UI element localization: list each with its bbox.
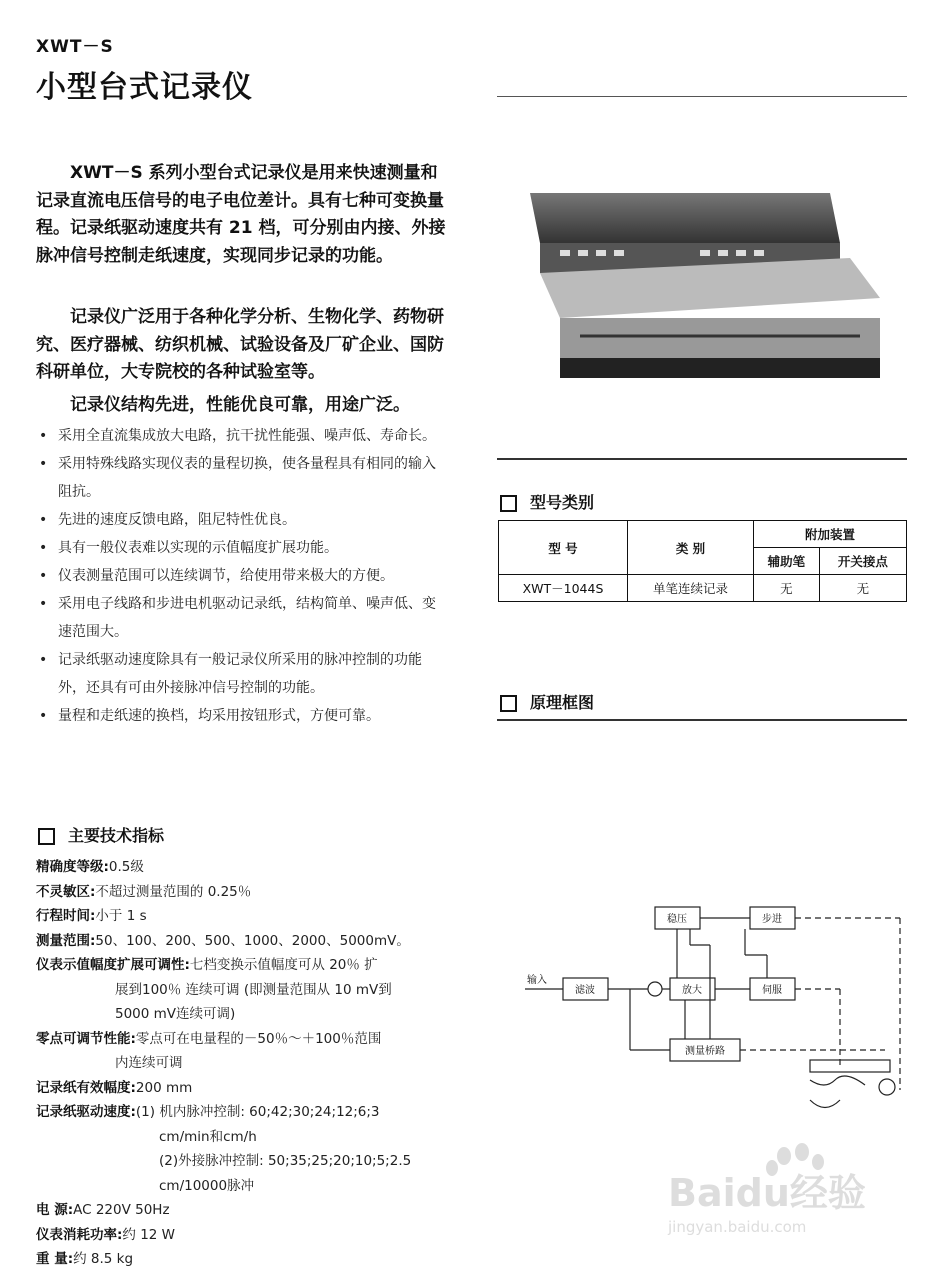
feature-item: • 仪表测量范围可以连续调节，给使用带来极大的方便。	[36, 562, 448, 590]
model-code: XWT－S	[36, 37, 114, 57]
spec-label: 电 源:	[36, 1202, 74, 1218]
spec-label: 零点可调节性能:	[36, 1030, 136, 1047]
spec-range	[36, 929, 466, 954]
header-model: 型 号	[499, 521, 628, 575]
types-heading	[500, 490, 594, 513]
label-bridge: 测量桥路	[685, 1046, 725, 1057]
feature-item: • 采用全直流集成放大电路，抗干扰性能强、噪声低、寿命长。	[36, 422, 448, 450]
spec-continuation: 展到100％ 连续可调 (即测量范围从 10 mV到	[115, 981, 392, 998]
spec-travel-time	[36, 904, 466, 929]
table-row	[499, 575, 907, 602]
summing-junction-icon	[648, 982, 662, 996]
checkbox-square-icon	[38, 828, 55, 845]
recorder-back-top	[530, 193, 840, 243]
product-photo	[520, 188, 890, 388]
spec-label: 重 量:	[36, 1251, 74, 1267]
label-servo: 伺服	[762, 985, 782, 996]
spec-label: 仪表示值幅度扩展可调性:	[36, 957, 190, 973]
label-input: 输入	[527, 975, 547, 986]
spec-label: 不灵敏区:	[36, 883, 96, 900]
types-table	[498, 520, 907, 602]
header-switch: 开关接点	[819, 548, 906, 575]
diagram-heading-label: 原理框图	[530, 693, 595, 712]
spec-paper-speed	[36, 1100, 466, 1125]
spec-value: 约 12 W	[122, 1226, 176, 1243]
feature-item: • 采用电子线路和步进电机驱动记录纸，结构简单、噪声低、变速范围大。	[36, 590, 448, 646]
spec-value: 约 8.5 kg	[73, 1251, 134, 1267]
label-filter: 滤波	[575, 985, 595, 996]
cell-category: 单笔连续记录	[628, 575, 754, 602]
header-category: 类 别	[628, 521, 754, 575]
feature-item: • 先进的速度反馈电路，阻尼特性优良。	[36, 506, 448, 534]
cell-switch: 无	[819, 575, 906, 602]
spec-value: 小于 1 s	[95, 908, 147, 924]
checkbox-square-icon	[500, 695, 517, 712]
table-header-row	[499, 521, 907, 548]
watermark-brand: Baidu经验	[668, 1171, 866, 1215]
diagram-divider	[497, 719, 907, 721]
types-heading-label: 型号类别	[530, 493, 595, 512]
spec-label: 记录纸驱动速度:	[36, 1104, 136, 1120]
header-aux-pen: 辅助笔	[754, 548, 820, 575]
intro-paragraph-2: 记录仪广泛用于各种化学分析、生物化学、药物研究、医疗器械、纺织机械、试验设备及厂矿企业、国防科研单位，大专院校的各种试验室等。	[36, 307, 444, 382]
spec-zero	[36, 1027, 466, 1052]
spec-accuracy	[36, 855, 466, 880]
spec-continuation: cm/min和cm/h	[159, 1128, 257, 1145]
spec-paper-width	[36, 1076, 466, 1101]
spec-continuation: (2)外接脉冲控制: 50;35;25;20;10;5;2.5	[159, 1153, 412, 1169]
spec-value: 50、100、200、500、1000、2000、5000mV。	[95, 932, 410, 949]
spec-label: 行程时间:	[36, 908, 96, 924]
recorder-base	[560, 358, 880, 378]
watermark-url: jingyan.baidu.com	[668, 1218, 807, 1236]
cell-model: XWT－1044S	[499, 575, 628, 602]
spec-label: 仪表消耗功率:	[36, 1226, 123, 1243]
page-title: 小型台式记录仪	[36, 70, 253, 105]
feature-item: • 采用特殊线路实现仪表的量程切换，使各量程具有相同的输入阻抗。	[36, 450, 448, 506]
top-divider	[497, 96, 907, 97]
feature-list	[36, 422, 448, 730]
label-amplifier: 放大	[682, 985, 702, 996]
spec-continuation: cm/10000脉冲	[159, 1177, 255, 1194]
spec-label: 精确度等级:	[36, 859, 109, 875]
specs-heading	[38, 823, 164, 846]
spec-deadband	[36, 880, 466, 905]
spec-value: 0.5级	[108, 859, 144, 875]
intro-paragraph-3: 记录仪结构先进，性能优良可靠，用途广泛。	[70, 395, 410, 415]
feature-item: • 记录纸驱动速度除具有一般记录仪所采用的脉冲控制的功能外，还具有可由外接脉冲信号控制的功能。	[36, 646, 448, 702]
spec-consumption	[36, 1223, 466, 1248]
spec-continuation: 内连续可调	[115, 1055, 183, 1071]
spec-value: AC 220V 50Hz	[73, 1202, 170, 1218]
spec-continuation: 5000 mV连续可调)	[115, 1006, 236, 1022]
specs-list	[36, 855, 466, 1272]
block-diagram	[505, 895, 910, 1125]
spec-value: 不超过测量范围的 0.25％	[95, 883, 252, 900]
label-regulator: 稳压	[667, 914, 687, 925]
recorder-front-panel	[560, 318, 880, 358]
cell-aux-pen: 无	[754, 575, 820, 602]
spec-weight	[36, 1247, 466, 1272]
spec-value: 零点可在电量程的－50％～＋100％范围	[135, 1030, 382, 1047]
spec-value: (1) 机内脉冲控制: 60;42;30;24;12;6;3	[135, 1104, 380, 1120]
types-divider	[497, 458, 907, 460]
header-accessory: 附加装置	[754, 521, 907, 548]
label-stepper: 步进	[762, 914, 782, 925]
feature-item: • 量程和走纸速的换档，均采用按钮形式，方便可靠。	[36, 702, 448, 730]
spec-expand	[36, 953, 466, 978]
baidu-watermark	[660, 1140, 900, 1250]
spec-power	[36, 1198, 466, 1223]
feature-item: • 具有一般仪表难以实现的示值幅度扩展功能。	[36, 534, 448, 562]
spec-label: 记录纸有效幅度:	[36, 1079, 136, 1096]
spec-value: 七档变换示值幅度可从 20％ 扩	[189, 957, 378, 973]
checkbox-square-icon	[500, 495, 517, 512]
intro-paragraph-1: XWT－S 系列小型台式记录仪是用来快速测量和记录直流电压信号的电子电位差计。具有七种可变换量程。记录纸驱动速度共有 21 档，可分别由内接、外接脉冲信号控制走纸速度，实现同步记录的功能。	[36, 163, 446, 266]
spec-label: 测量范围:	[36, 932, 96, 949]
specs-heading-label: 主要技术指标	[68, 826, 165, 845]
diagram-heading	[500, 690, 594, 713]
spec-value: 200 mm	[135, 1079, 193, 1096]
recorder-pen-drum	[810, 1060, 895, 1108]
